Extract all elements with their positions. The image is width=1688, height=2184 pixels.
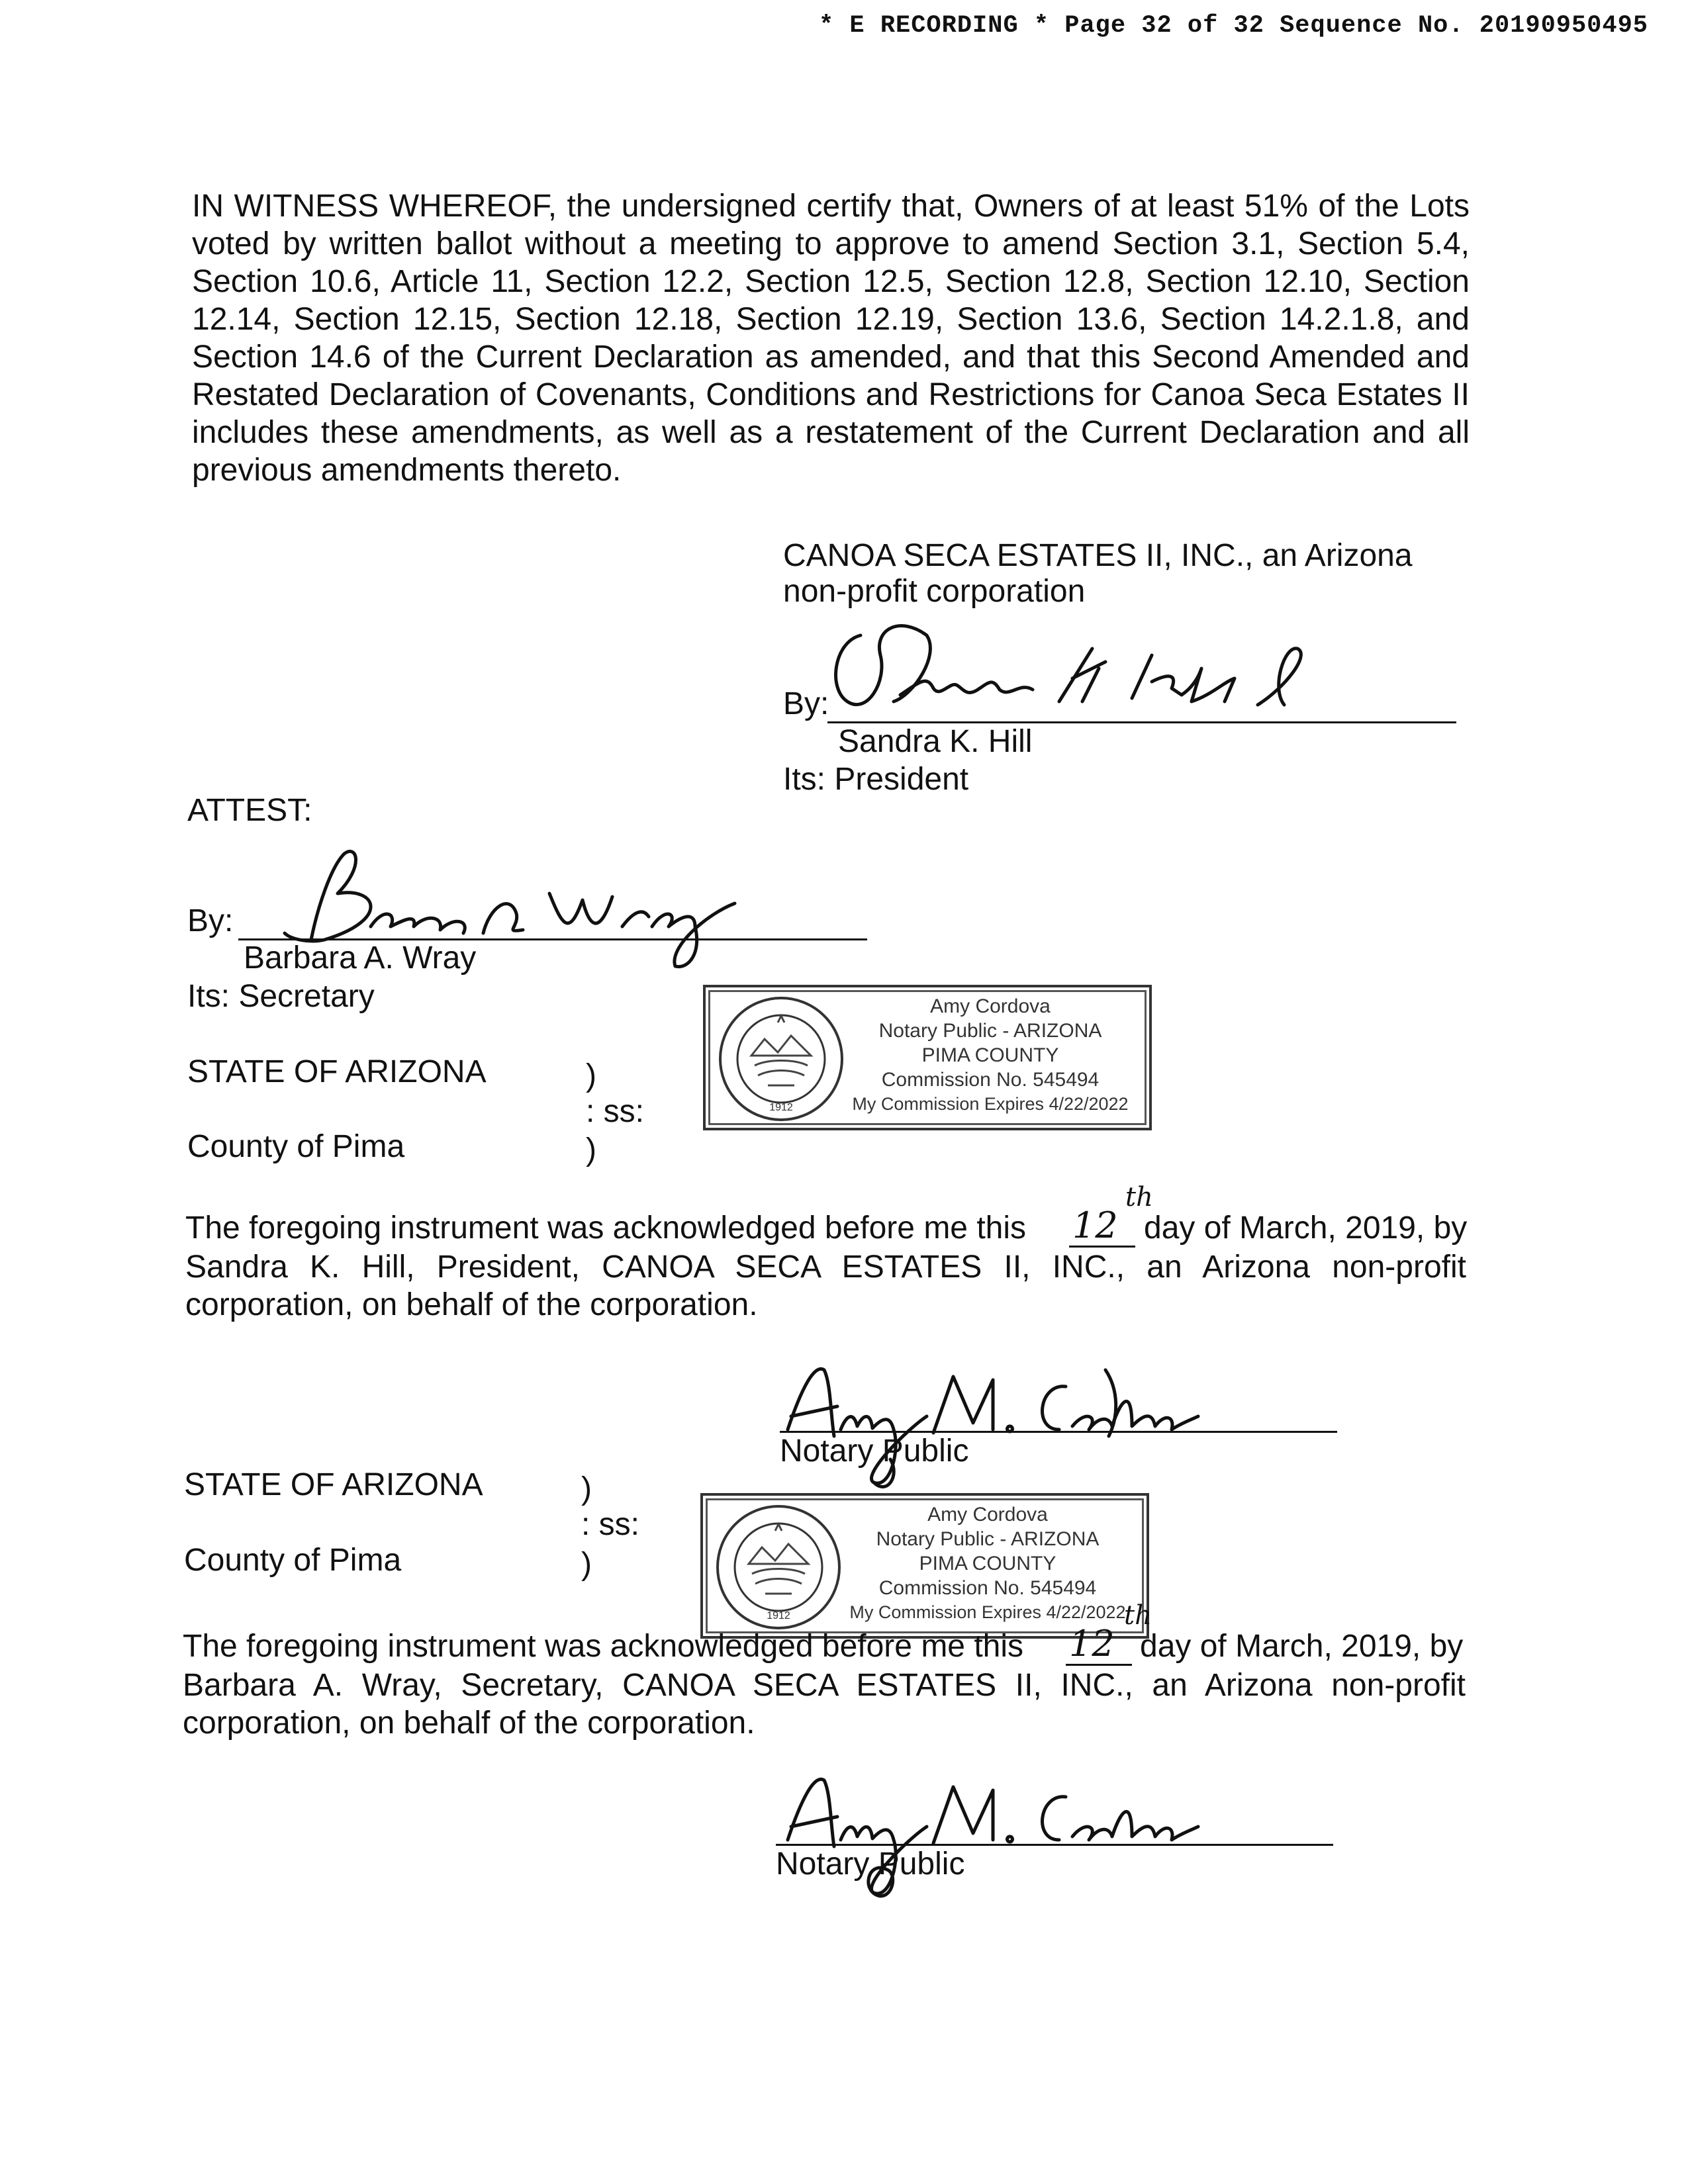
corporation-type-line: non-profit corporation — [783, 574, 1086, 609]
ack1-rest: Sandra K. Hill, President, CANOA SECA ESTATES II, INC., an Arizona non-profit corporation, on behalf of the corporation. — [185, 1250, 1466, 1322]
ack2-day-suffix: th — [1124, 1600, 1152, 1631]
president-title: Its: President — [783, 762, 969, 797]
ack2-pre: The foregoing instrument was acknowledged before me this — [183, 1629, 1024, 1664]
ack1-post: day of March, 2019, by — [1144, 1210, 1468, 1246]
stamp-county: PIMA COUNTY — [919, 1553, 1056, 1574]
venue-county-2: County of Pima — [184, 1543, 402, 1578]
seal-year: 1912 — [767, 1610, 790, 1621]
secretary-name: Barbara A. Wray — [244, 940, 477, 976]
secretary-title: Its: Secretary — [187, 979, 375, 1014]
venue-paren-2b: ) — [581, 1547, 592, 1582]
stamp-commission: Commission No. 545494 — [878, 1577, 1097, 1599]
venue-county-1: County of Pima — [187, 1129, 405, 1164]
venue-paren-1b: ) — [586, 1132, 596, 1167]
attest-heading: ATTEST: — [187, 793, 312, 828]
venue-paren-1a: ) — [586, 1058, 596, 1093]
stamp-commission: Commission No. 545494 — [881, 1069, 1100, 1091]
stamp-notary-name: Amy Cordova — [927, 1504, 1048, 1525]
stamp-notary-name: Amy Cordova — [930, 995, 1051, 1017]
corporation-name-line: CANOA SECA ESTATES II, INC., an Arizona — [783, 538, 1413, 573]
notary-signature-2 — [774, 1760, 1198, 1906]
venue-state-2: STATE OF ARIZONA — [184, 1467, 483, 1502]
stamp-county: PIMA COUNTY — [921, 1044, 1059, 1066]
arizona-seal-icon — [712, 1501, 845, 1633]
stamp-notary-title: Notary Public - ARIZONA — [876, 1528, 1100, 1550]
stamp-notary-title: Notary Public - ARIZONA — [878, 1020, 1102, 1042]
notary-label-2: Notary Public — [776, 1846, 965, 1882]
notary-label-1: Notary Public — [780, 1433, 969, 1469]
notary-stamp-2 — [700, 1493, 1149, 1639]
president-signature — [821, 615, 1324, 728]
venue-state-1: STATE OF ARIZONA — [187, 1054, 487, 1089]
notary-stamp — [703, 985, 1152, 1130]
attest-by-label: By: — [187, 903, 234, 938]
ack2-post: day of March, 2019, by — [1140, 1629, 1464, 1664]
venue-ss-2: : ss: — [581, 1507, 640, 1542]
corporation-by-label: By: — [783, 686, 829, 721]
ack1-pre: The foregoing instrument was acknowledged before me this — [185, 1210, 1027, 1246]
stamp-expires: My Commission Expires 4/22/2022 — [852, 1094, 1129, 1114]
arizona-seal-icon — [715, 993, 847, 1125]
seal-year: 1912 — [769, 1102, 793, 1113]
president-name: Sandra K. Hill — [838, 724, 1033, 759]
ack1-day: 12 — [1072, 1205, 1118, 1246]
recording-header: * E RECORDING * Page 32 of 32 Sequence No. 20190950495 — [819, 12, 1648, 40]
ack2-rest: Barbara A. Wray, Secretary, CANOA SECA ESTATES II, INC., an Arizona non-profit corporation, on behalf of the corporation. — [183, 1668, 1466, 1741]
venue-paren-2a: ) — [581, 1471, 592, 1506]
stamp-expires: My Commission Expires 4/22/2022 — [849, 1602, 1126, 1622]
venue-ss-1: : ss: — [586, 1094, 645, 1129]
ack1-day-suffix: th — [1125, 1182, 1153, 1212]
ack2-day: 12 — [1069, 1623, 1115, 1664]
witness-paragraph: IN WITNESS WHEREOF, the undersigned certify that, Owners of at least 51% of the Lots voted by written ballot without a meeting to approve to amend Section 3.1, Section 5.4, Section 10.6, Article 11, Section 12.2, Section 12.5, Section 12.8, Section 12.10, Section 12.14, Section 12.15, Section 12.18, Section 12.19, Section 13.6, Section 14.2.1.8, and Section 14.6 of the Current Declaration as amended, and that this Second Amended and Restated Declaration of Covenants, Conditions and Restrictions for Canoa Seca Estates II includes these amendments, as well as a restatement of the Current Declaration and all previous amendments thereto. — [192, 189, 1470, 488]
notary-signature-1 — [774, 1350, 1198, 1496]
